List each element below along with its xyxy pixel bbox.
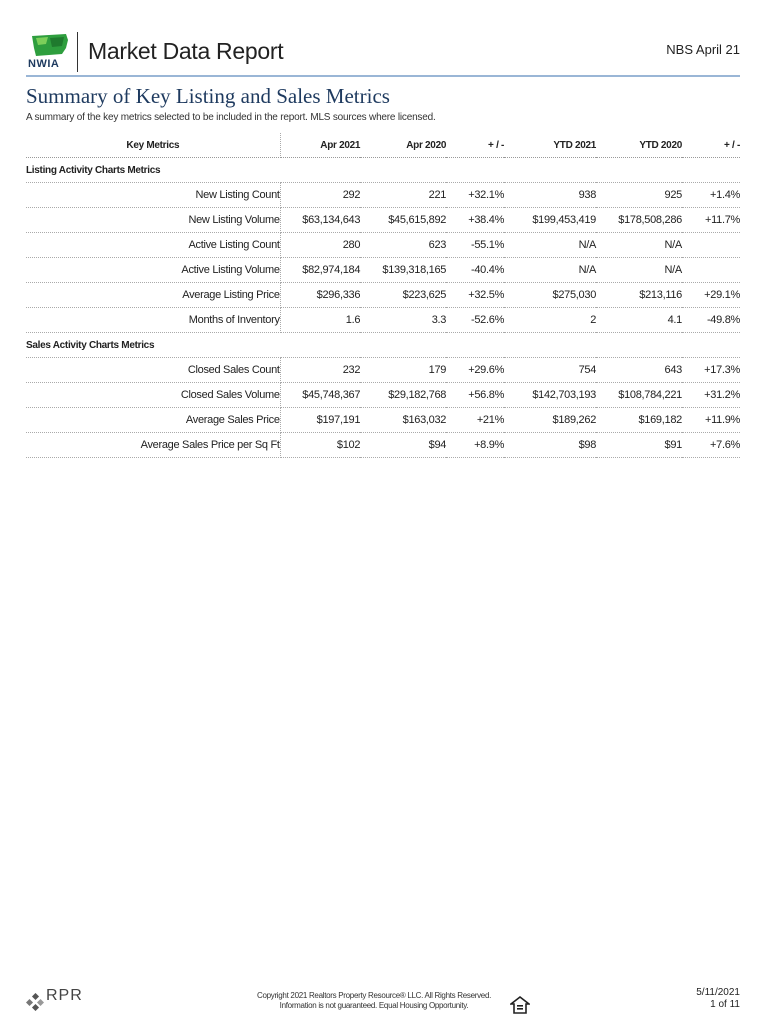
cell-ytd-2020: $178,508,286 — [596, 208, 682, 233]
cell-change: -52.6% — [446, 308, 504, 333]
cell-change: +38.4% — [446, 208, 504, 233]
cell-ytd-2020: 4.1 — [596, 308, 682, 333]
section-empty-cell — [596, 333, 682, 358]
table-row — [26, 308, 740, 333]
logo-text: NWIA — [28, 58, 60, 70]
cell-ytd-2020: $108,784,221 — [596, 383, 682, 408]
section-empty-cell — [504, 333, 596, 358]
section-empty-cell — [682, 158, 740, 183]
table-row — [26, 383, 740, 408]
cell-apr-2021: $63,134,643 — [280, 208, 360, 233]
table-row — [26, 183, 740, 208]
copyright-notice — [254, 991, 494, 1011]
header-title: Market Data Report — [88, 38, 284, 64]
column-header-ytd-2020: YTD 2020 — [596, 133, 682, 158]
footer-page-info — [696, 987, 740, 1011]
cell-ytd-2021: $199,453,419 — [504, 208, 596, 233]
column-header-apr-2021: Apr 2021 — [280, 133, 360, 158]
metric-label: Average Listing Price — [26, 283, 280, 308]
cell-ytd-2021: 2 — [504, 308, 596, 333]
metric-label: Months of Inventory — [26, 308, 280, 333]
section-empty-cell — [280, 333, 360, 358]
cell-apr-2021: 232 — [280, 358, 360, 383]
section-empty-cell — [280, 158, 360, 183]
cell-ytd-change — [682, 258, 740, 283]
cell-apr-2021: 292 — [280, 183, 360, 208]
section-empty-cell — [682, 333, 740, 358]
section-row — [26, 333, 740, 358]
metric-label: Average Sales Price — [26, 408, 280, 433]
cell-change: -55.1% — [446, 233, 504, 258]
metric-label: Closed Sales Count — [26, 358, 280, 383]
cell-ytd-2020: N/A — [596, 233, 682, 258]
cell-apr-2021: $197,191 — [280, 408, 360, 433]
column-header-apr-2020: Apr 2020 — [360, 133, 446, 158]
header-rule — [26, 75, 740, 77]
cell-apr-2021: 1.6 — [280, 308, 360, 333]
section-empty-cell — [360, 333, 446, 358]
cell-ytd-2021: $275,030 — [504, 283, 596, 308]
table-row — [26, 408, 740, 433]
cell-ytd-change: +31.2% — [682, 383, 740, 408]
cell-ytd-2021: $189,262 — [504, 408, 596, 433]
cell-ytd-2021: 938 — [504, 183, 596, 208]
header-divider — [77, 32, 78, 72]
copyright-line-1: Copyright 2021 Realtors Property Resource® LLC. All Rights Reserved. — [256, 991, 492, 1000]
page-title: Summary of Key Listing and Sales Metrics — [26, 84, 390, 108]
cell-ytd-2020: $169,182 — [596, 408, 682, 433]
cell-apr-2020: $163,032 — [360, 408, 446, 433]
cell-ytd-change: +17.3% — [682, 358, 740, 383]
cell-change: +8.9% — [446, 433, 504, 458]
cell-ytd-2021: N/A — [504, 258, 596, 283]
cell-apr-2020: $94 — [360, 433, 446, 458]
section-empty-cell — [446, 333, 504, 358]
section-empty-cell — [596, 158, 682, 183]
rpr-brand-text: RPR — [46, 987, 83, 1004]
cell-change: -40.4% — [446, 258, 504, 283]
page-footer — [26, 985, 740, 1021]
cell-ytd-2020: $91 — [596, 433, 682, 458]
cell-ytd-2021: $142,703,193 — [504, 383, 596, 408]
cell-ytd-2021: $98 — [504, 433, 596, 458]
cell-ytd-change — [682, 233, 740, 258]
table-row — [26, 233, 740, 258]
rpr-logo-icon — [26, 993, 44, 1011]
cell-apr-2020: $29,182,768 — [360, 383, 446, 408]
cell-ytd-change: +29.1% — [682, 283, 740, 308]
cell-change: +32.1% — [446, 183, 504, 208]
cell-apr-2021: $45,748,367 — [280, 383, 360, 408]
cell-apr-2020: $139,318,165 — [360, 258, 446, 283]
section-row — [26, 158, 740, 183]
copyright-line-2: Information is not guaranteed. Equal Housing Opportunity. — [279, 1001, 469, 1010]
metric-label: Average Sales Price per Sq Ft — [26, 433, 280, 458]
section-empty-cell — [446, 158, 504, 183]
cell-ytd-2021: 754 — [504, 358, 596, 383]
equal-housing-icon — [510, 995, 530, 1015]
cell-ytd-2021: N/A — [504, 233, 596, 258]
cell-ytd-change: +11.9% — [682, 408, 740, 433]
metric-label: Active Listing Volume — [26, 258, 280, 283]
report-date: 5/11/2021 — [696, 987, 740, 998]
cell-ytd-change: +11.7% — [682, 208, 740, 233]
section-title: Sales Activity Charts Metrics — [26, 333, 280, 358]
table-row — [26, 433, 740, 458]
cell-ytd-2020: $213,116 — [596, 283, 682, 308]
cell-ytd-2020: N/A — [596, 258, 682, 283]
table-row — [26, 358, 740, 383]
column-header-ytd-change: + / - — [682, 133, 740, 158]
cell-apr-2020: 623 — [360, 233, 446, 258]
cell-change: +29.6% — [446, 358, 504, 383]
cell-change: +32.5% — [446, 283, 504, 308]
report-header — [26, 30, 740, 76]
cell-apr-2021: 280 — [280, 233, 360, 258]
table-header-row — [26, 133, 740, 158]
column-header-change: + / - — [446, 133, 504, 158]
report-period-label: NBS April 21 — [666, 42, 740, 57]
cell-apr-2020: $223,625 — [360, 283, 446, 308]
section-empty-cell — [360, 158, 446, 183]
cell-apr-2020: 179 — [360, 358, 446, 383]
cell-change: +56.8% — [446, 383, 504, 408]
cell-ytd-change: +1.4% — [682, 183, 740, 208]
cell-ytd-change: +7.6% — [682, 433, 740, 458]
metric-label: Closed Sales Volume — [26, 383, 280, 408]
table-row — [26, 258, 740, 283]
cell-ytd-2020: 643 — [596, 358, 682, 383]
cell-apr-2020: $45,615,892 — [360, 208, 446, 233]
metric-label: New Listing Count — [26, 183, 280, 208]
section-title: Listing Activity Charts Metrics — [26, 158, 280, 183]
column-header-key-metrics: Key Metrics — [26, 133, 280, 158]
section-empty-cell — [504, 158, 596, 183]
metrics-table — [26, 133, 740, 458]
page-subtitle: A summary of the key metrics selected to be included in the report. MLS sources where licensed. — [26, 112, 436, 123]
table-row — [26, 283, 740, 308]
cell-ytd-change: -49.8% — [682, 308, 740, 333]
cell-apr-2021: $102 — [280, 433, 360, 458]
cell-apr-2021: $82,974,184 — [280, 258, 360, 283]
page-number: 1 of 11 — [710, 999, 740, 1010]
cell-apr-2020: 3.3 — [360, 308, 446, 333]
metric-label: Active Listing Count — [26, 233, 280, 258]
table-row — [26, 208, 740, 233]
cell-ytd-2020: 925 — [596, 183, 682, 208]
metrics-body — [26, 158, 740, 458]
metric-label: New Listing Volume — [26, 208, 280, 233]
cell-apr-2021: $296,336 — [280, 283, 360, 308]
column-header-ytd-2021: YTD 2021 — [504, 133, 596, 158]
cell-change: +21% — [446, 408, 504, 433]
cell-apr-2020: 221 — [360, 183, 446, 208]
